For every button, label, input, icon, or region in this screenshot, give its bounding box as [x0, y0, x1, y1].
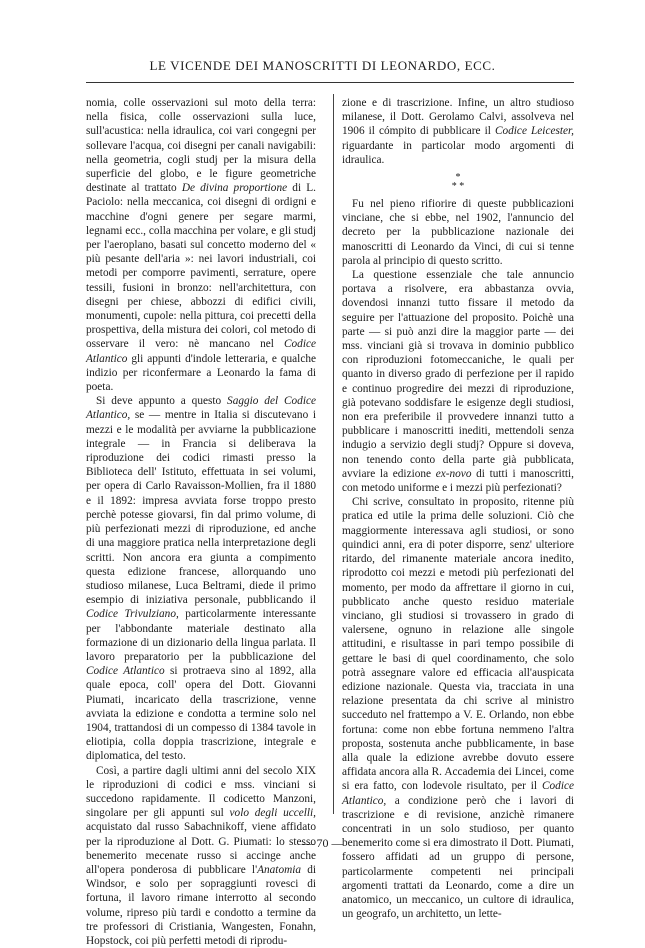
- column-divider: [333, 94, 334, 814]
- italic-title: Saggio del Codice Atlantico,: [86, 395, 316, 422]
- right-paragraph-1: [342, 96, 574, 167]
- text-run: La questione essenziale che tale annuncio portava a risolvere, era abbastanza ovvia, dovendosi innanzi tutto fissare il metodo da seguire per l'attuazione del proposito. Poichè una parte — si può anzi dire la maggior parte — dei mss. vinciani già si trovava in dominio pubblico con riproduzioni fotomeccaniche, le quali per quanto in diverso grado di perfezione per il rapido e continuo progredire dei mezzi di riproduzione, già potevano soddisfare le esigenze degli studiosi, non era preferibile il provvedere innanzi tutto a pubblicare i manoscritti inediti, mettendoli senza indugio a servizio degli studj? Oppure si doveva, non tenendo conto della parte già pubblicata, avviare la edizione: [342, 269, 574, 480]
- text-run: riguardante in particolar modo argomenti di idraulica.: [342, 139, 574, 166]
- header-rule: [86, 82, 574, 83]
- right-paragraph-4: [342, 495, 574, 921]
- section-asterism: [342, 173, 574, 191]
- text-run: Si deve appunto a questo: [96, 395, 228, 408]
- italic-title: Codice Atlantico: [86, 665, 165, 678]
- text-run: a condizione però che i lavori di trascrizione e di revisione, anzichè rimanere concentrati in un solo studioso, per quanto benemerito come si era dimostrato il Dott. Piumati, fossero affidati ad un gruppo di persone, particolarmente competenti nei principali argomenti trattati da Leonardo, come a dire un anatomico, un meccanico, un cultore di idraulica, un geografo, un architetto, un lette-: [342, 794, 574, 921]
- left-paragraph-2: [86, 394, 316, 763]
- text-run: nomia, colle osservazioni sul moto della terra: nella fisica, colle osservazioni sulla luce, sull'acustica: nella idraulica, coi vari congegni per sollevare l'acqua, coi disegni per canali navigabili: nella geometria, cogli studj per la misura della superficie del globo, e le figure geometriche destinate al trattato: [86, 97, 316, 195]
- text-run: si protraeva sino al 1892, alla quale epoca, coll' opera del Dott. Giovanni Piumati, incaricato della trascrizione, venne avviata la edizione e condotta a termine solo nel 1904, trattandosi di un compesso di 1384 tavole in eliotipia, colla doppia trascrizione, integrale e diplomatica, del testo.: [86, 665, 316, 763]
- italic-title: volo degli uccelli,: [229, 807, 316, 820]
- italic-title: ex-novo: [435, 467, 472, 480]
- left-paragraph-3: [86, 764, 316, 948]
- left-paragraph-1: [86, 96, 316, 394]
- text-run: se — mentre in Italia si discutevano i mezzi e le modalità per avviarne la pubblicazione integrale — in Francia si deliberava la riproduzione dei codici rimasti presso la Biblioteca dell' Istituto, effettuata in sei volumi, per opera di Carlo Ravaisson-Mollien, fra il 1880 e il 1892: impresa avviata forse troppo presto perchè potesse giovarsi, fin dal primo volume, di più perfezionati mezzi di riproduzione, ed anche di una maggiore pratica nella interpretazione degli scritti. Non ancora era giunta a compimento questa edizione francese, allorquando uno studioso milanese, Luca Beltrami, diede il primo esempio di iniziativa personale, pubblicando il: [86, 409, 316, 607]
- text-run: Chi scrive, consultato in proposito, ritenne più pratica ed utile la prima delle soluzioni. Ciò che maggiormente interessava agli studiosi, or sono quindici anni, era di poter disporre, senz' ulteriore ritardo, del rimanente materiale ancora inedito, riprodotto coi mezzi e metodi più perfezionati del momento, per modo da affrettare il giorno in cui, pubblicato anche questo residuo materiale vinciano, gli studiosi si trovassero in grado di valersene, ognuno in relazione alle singole attitudini, e risultasse in pari tempo possibile di gettare le basi di quel coordinamento, che solo potrà assegnare valore ed efficacia all'auspicata edizione nazionale. Questa via, tracciata in una relazione presentata da chi scrive al ministro succeduto nel frattempo a V. E. Orlando, non ebbe fortuna: come non ebbe fortuna nemmeno l'altra proposta, sostenuta anche pubblicamente, in base alla quale la edizione avrebbe dovuto essere affidata ancora alla R. Accademia dei Lincei, come si era fatto, con lodevole risultato, per il: [342, 496, 574, 793]
- text-run: gli appunti d'indole letteraria, e qualche indizio per riconfermare a Leonardo la fama di poeta.: [86, 352, 316, 394]
- text-run: di L. Paciolo: nella meccanica, coi disegni di ordigni e macchine d'ogni genere per segare marmi, legnami ecc., colla macchina per volare, e gli studj per l'aeroplano, basati sul concetto moderno del « più pesante dell'aria »: nei lavori industriali, coi metodi per comporre pavimenti, serrature, opere tessili, fusioni in bronzo: nell'architettura, con disegni per chiese, abbozzi di edifici civili, monumenti, cupole: nella pittura, coi precetti della prospettiva, della mistura dei colori, col metodo di osservare il vero: nè mancano nel: [86, 182, 316, 351]
- running-header: LE VICENDE DEI MANOSCRITTI DI LEONARDO, ECC.: [149, 58, 496, 73]
- asterism-top: *: [455, 172, 461, 184]
- right-paragraph-2: Fu nel pieno rifiorire di queste pubblicazioni vinciane, che si ebbe, nel 1902, l'annuncio del decreto per la pubblicazione nazionale dei manoscritti di Leonardo da Vinci, di cui si tenne parola al principio di questo scritto.: [342, 198, 574, 267]
- italic-title: Codice Trivulziano,: [86, 608, 179, 621]
- text-run: zione e di trascrizione. Infine, un altro studioso milanese, il Dott. Gerolamo Calvi, assolveva nel 1906 il cómpito di pubblicare il: [342, 97, 574, 138]
- text-run: di tutti i manoscritti, con metodo uniforme e i mezzi più perfezionati?: [342, 467, 574, 495]
- right-paragraph-3: [342, 268, 574, 495]
- italic-title: De divina proportione: [181, 182, 288, 195]
- text-run: acquistato dal russo Sabachnikoff, viene affidato per la riproduzione al Dott. G. Piumati: lo stesso benemerito mecenate russo si accinge anche all'opera ponderosa di pubblicare l': [86, 821, 316, 876]
- italic-title: Anatomia: [257, 863, 302, 876]
- text-run: particolarmente interessante per l'abbondante materiale destinato alla formazione di un dizionario della lingua parlata. Il lavoro preparatorio per la pubblicazione del: [86, 608, 316, 663]
- right-column: [342, 96, 574, 921]
- italic-title: Codice Atlantico: [86, 338, 316, 365]
- italic-title: Codice Leicester,: [494, 125, 574, 138]
- left-column: [86, 96, 316, 948]
- text-run: Così, a partire dagli ultimi anni del secolo XIX le riproduzioni di codici e mss. vinciani si succedono rapidamente. Il codicetto Manzoni, singolare per gli appunti sul: [86, 764, 316, 820]
- text-run: di Windsor, e solo per sopraggiunti rovesci di fortuna, il lavoro rimane interrotto al secondo volume, ripreso più tardi e condotto a termine da tre professori di Cristiania, Wangesten, Fonahn, Hopstock, coi più perfetti metodi di riprodu-: [86, 863, 316, 947]
- page-number: — 70 —: [301, 836, 344, 850]
- asterism-bottom: * *: [451, 181, 465, 193]
- italic-title: Codice Atlantico,: [342, 780, 574, 807]
